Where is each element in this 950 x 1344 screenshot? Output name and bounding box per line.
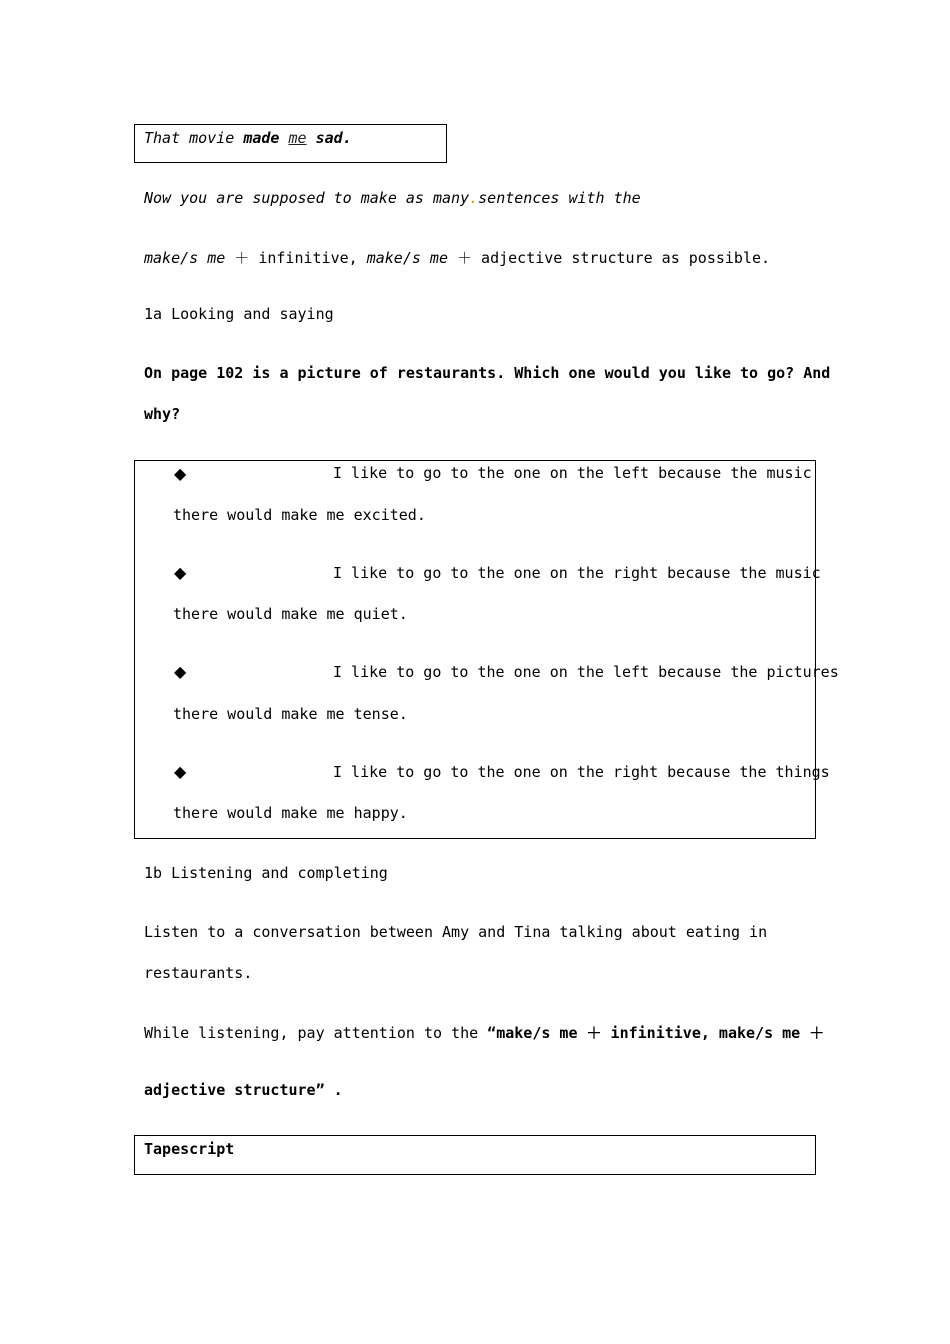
instruction-line-1-b: sentences with the [478, 189, 641, 207]
tapescript-label: Tapescript [144, 1140, 235, 1158]
instruction-dot: . [469, 189, 479, 207]
instruction-line-2-a: make/s me [144, 249, 226, 267]
section-1b-para-2-line-2: adjective structure” . [144, 1081, 343, 1099]
answer-3-line-1: I like to go to the one on the left because the pictures [333, 663, 839, 681]
answer-2-line-1: I like to go to the one on the right because the music [333, 564, 821, 582]
tapescript-box [134, 1135, 816, 1175]
bullet-diamond-icon: ◆ [174, 762, 187, 781]
example-sentence [144, 129, 352, 147]
example-suffix: sad. [315, 129, 352, 147]
section-1b-para-2-b: “make/s me ＋ infinitive, make/s me ＋ [487, 1024, 825, 1042]
section-1b-para-1-line-2: restaurants. [144, 964, 253, 982]
example-prefix: That movie [144, 129, 244, 147]
bullet-diamond-icon: ◆ [174, 464, 187, 483]
answer-3-line-2: there would make me tense. [173, 705, 408, 723]
instruction-line-2-d: ＋ adjective structure as possible. [448, 249, 771, 267]
bullet-diamond-icon: ◆ [174, 563, 187, 582]
instruction-line-1 [144, 189, 641, 207]
answer-1-line-2: there would make me excited. [173, 506, 426, 524]
example-made: made [243, 129, 280, 147]
section-1b-para-1-line-1: Listen to a conversation between Amy and Tina talking about eating in [144, 923, 768, 941]
section-1b-para-2-line-1 [144, 1022, 824, 1043]
instruction-line-2 [144, 247, 770, 268]
answer-1-line-1: I like to go to the one on the left because the music [333, 464, 812, 482]
example-me: me [288, 129, 307, 147]
section-1b-para-2-a: While listening, pay attention to the [144, 1024, 488, 1042]
answer-4-line-2: there would make me happy. [173, 804, 408, 822]
instruction-line-2-b: ＋ infinitive, [225, 249, 367, 267]
answer-4-line-1: I like to go to the one on the right because the things [333, 763, 830, 781]
section-1a-question-line-2: why? [144, 405, 181, 423]
answer-2-line-2: there would make me quiet. [173, 605, 408, 623]
section-1b-heading: 1b Listening and completing [144, 864, 388, 882]
bullet-diamond-icon: ◆ [174, 662, 187, 681]
section-1a-question-line-1: On page 102 is a picture of restaurants. Which one would you like to go? And [144, 364, 831, 382]
instruction-line-2-c: make/s me [366, 249, 448, 267]
instruction-line-1-a: Now you are supposed to make as many [144, 189, 470, 207]
section-1a-heading: 1a Looking and saying [144, 305, 334, 323]
